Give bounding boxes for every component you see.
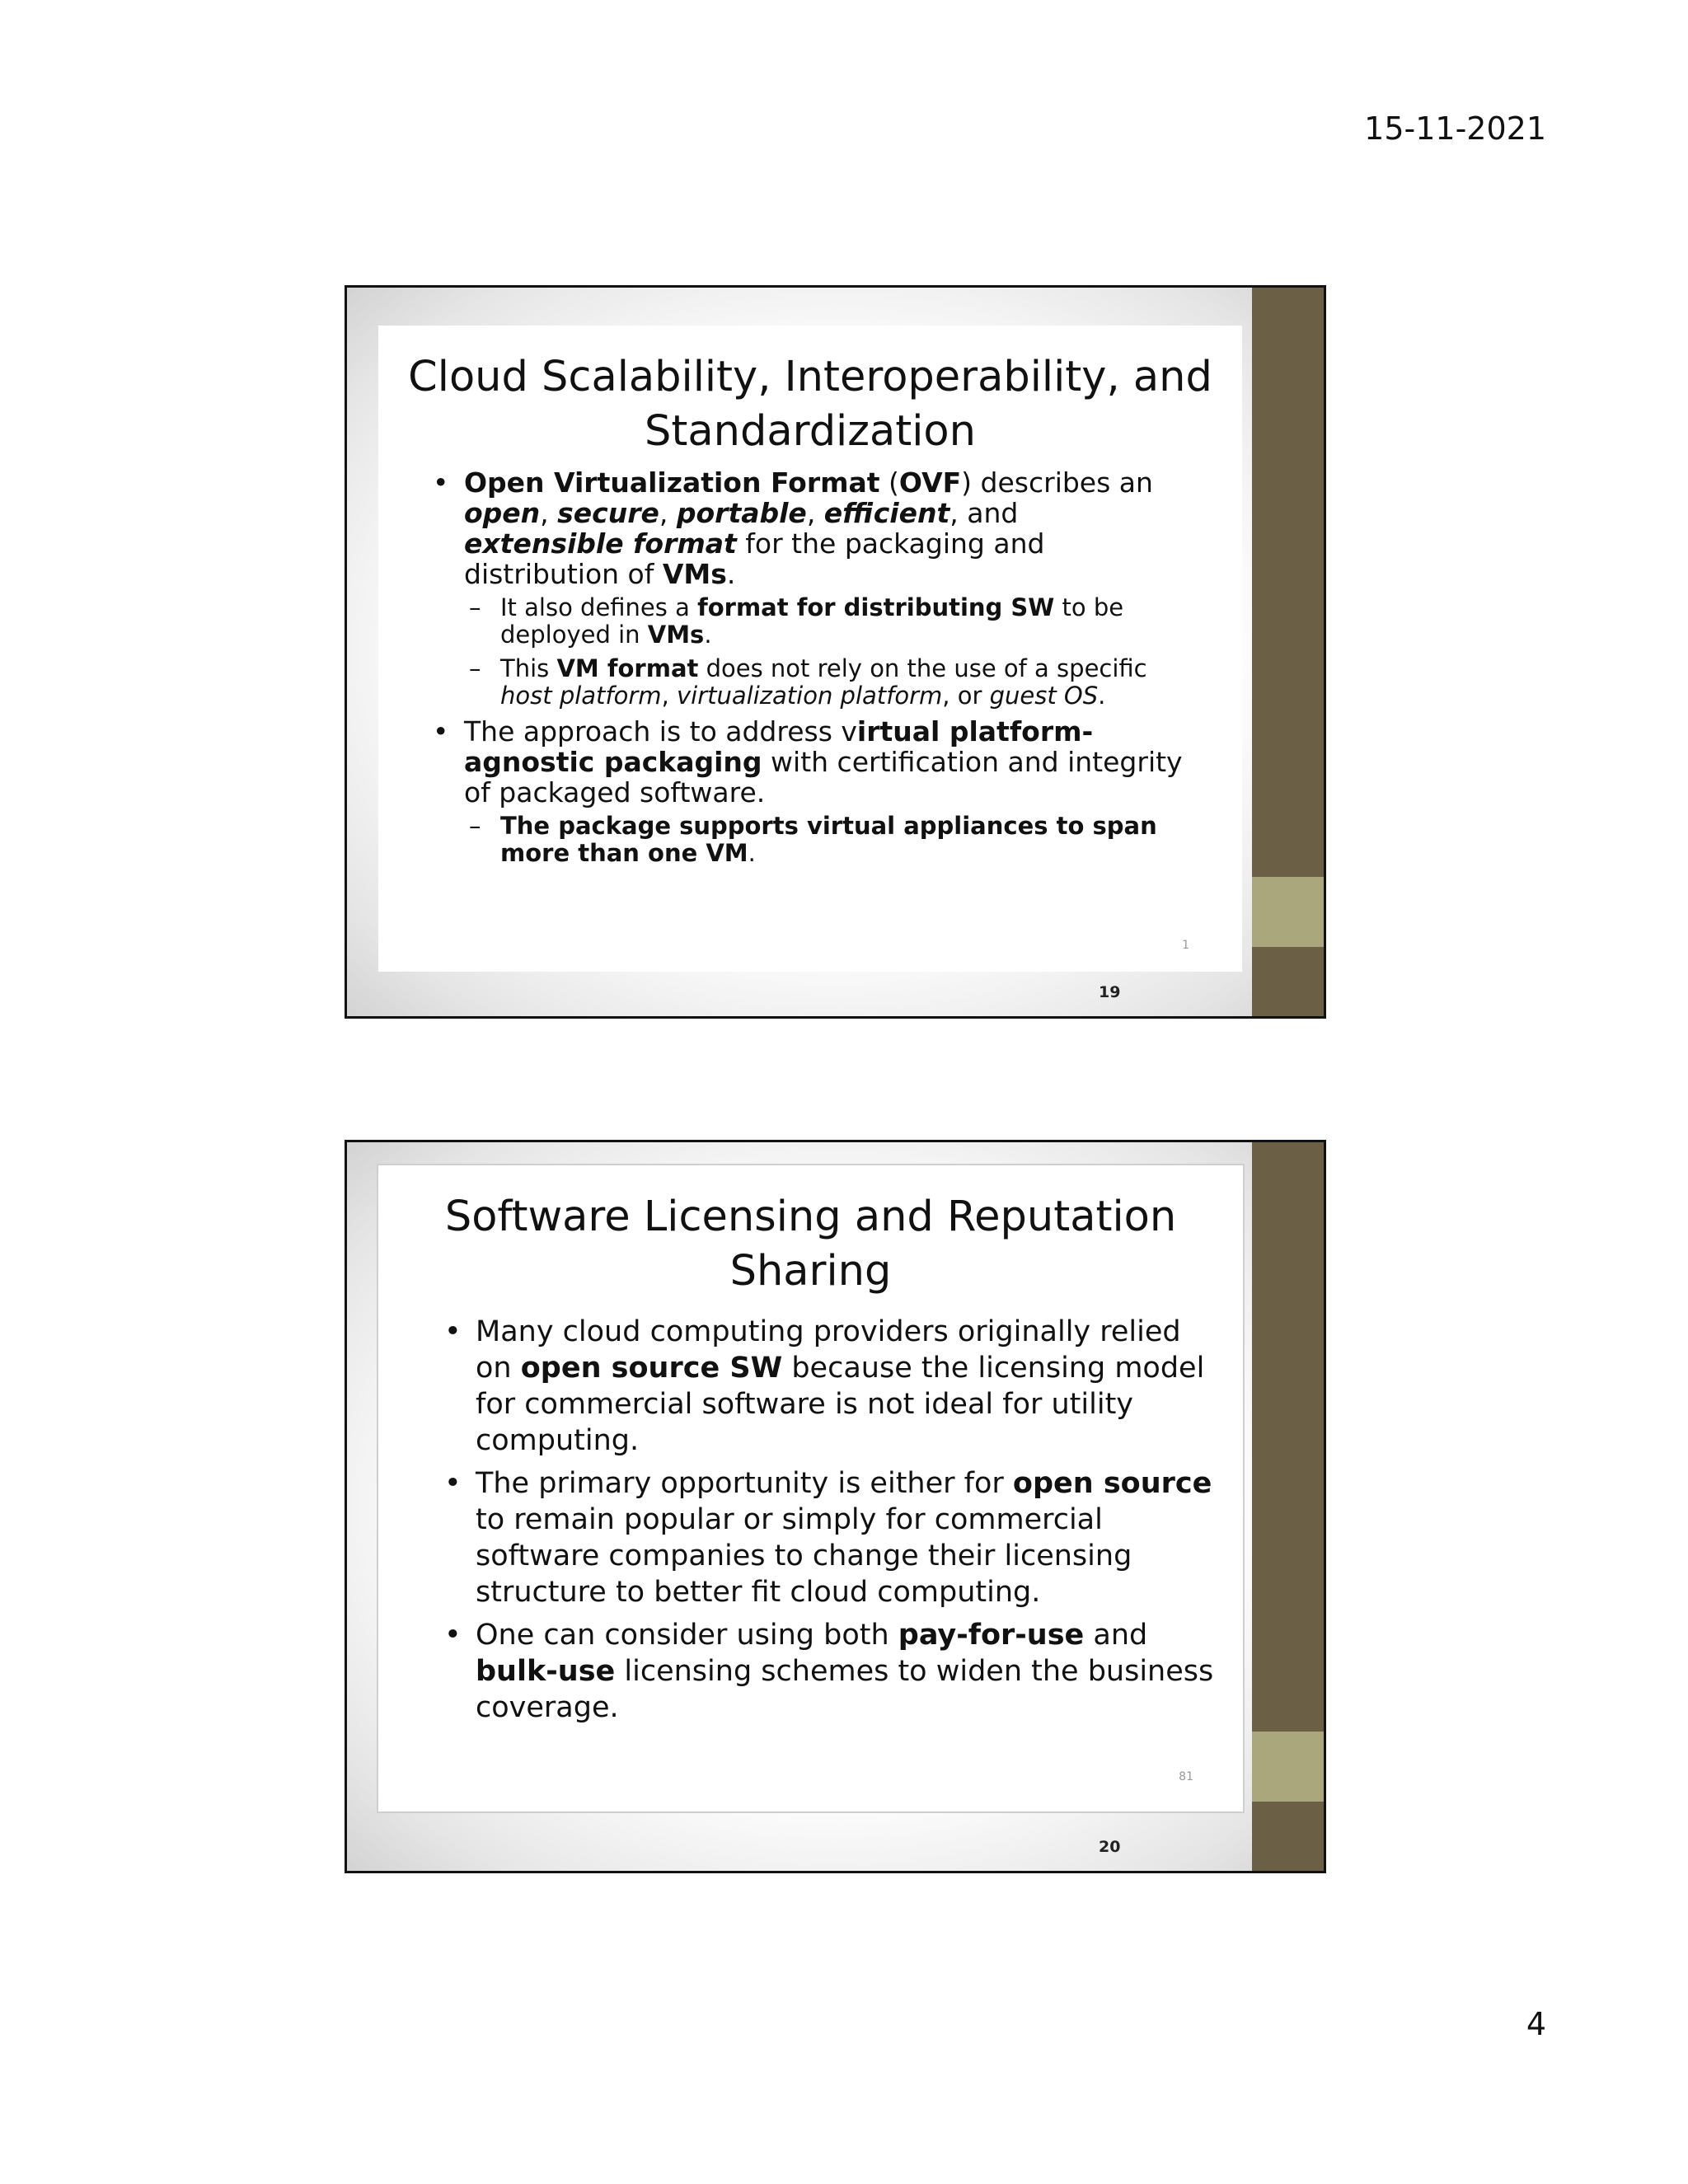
slide-side-accent: [1252, 1732, 1324, 1802]
slide-side-bar: [1252, 288, 1324, 1016]
slide-title: [378, 1190, 1243, 1299]
slide-thumbnail: [345, 1140, 1326, 1873]
bullet-item: • The approach is to address virtual platform-agnostic packaging with certification and integrity of packaged software. – The package supports virtual appliances to span more than one VM.: [428, 716, 1186, 867]
page-date: 15-11-2021: [1364, 110, 1546, 147]
slide-title-line: Cloud Scalability, Interoperability, and: [408, 353, 1212, 401]
slide-number: 20: [1099, 1838, 1121, 1856]
sub-bullet-item: – The package supports virtual appliances to span more than one VM.: [464, 813, 1186, 867]
slide-inner-number: 1: [1182, 939, 1189, 952]
slide-content: [377, 1164, 1245, 1813]
bullet-item: • The primary opportunity is either for open source to remain popular or simply for commercial software companies to change their licensing structure to better fit cloud computing.: [439, 1465, 1214, 1610]
bullet-list: [439, 1314, 1214, 1732]
slide-side-accent: [1252, 877, 1324, 947]
slide-number: 19: [1099, 983, 1121, 1001]
bullet-item: • Many cloud computing providers originally relied on open source SW because the licensing model for commercial software is not ideal for utility computing.: [439, 1314, 1214, 1459]
slide-thumbnail: [345, 285, 1326, 1019]
sub-bullet-list: [464, 813, 1186, 867]
slide-content: [378, 326, 1242, 972]
bullet-item: • Open Virtualization Format (OVF) describes an open, secure, portable, efficient, and extensible format for the packaging and distribution of VMs. – It also defines a format for distributing SW to be deployed in VMs. – This VM format does not rely on the use of a specific host platform, virtualization platform, or guest OS.: [428, 467, 1186, 710]
sub-bullet-item: – This VM format does not rely on the use of a specific host platform, virtualization platform, or guest OS.: [464, 655, 1186, 710]
page-number: 4: [1526, 2006, 1546, 2042]
slide-title-line: Standardization: [645, 407, 976, 456]
slide-title: [378, 350, 1242, 459]
slide-side-bar: [1252, 1142, 1324, 1871]
slide-title-line: Software Licensing and Reputation: [444, 1193, 1177, 1241]
bullet-item: • One can consider using both pay-for-use and bulk-use licensing schemes to widen the business coverage.: [439, 1617, 1214, 1726]
slide-inner-number: 81: [1179, 1770, 1193, 1783]
sub-bullet-item: – It also defines a format for distributing SW to be deployed in VMs.: [464, 594, 1186, 649]
bullet-list: [428, 467, 1186, 874]
slide-title-line: Sharing: [729, 1247, 892, 1296]
sub-bullet-list: [464, 594, 1186, 710]
